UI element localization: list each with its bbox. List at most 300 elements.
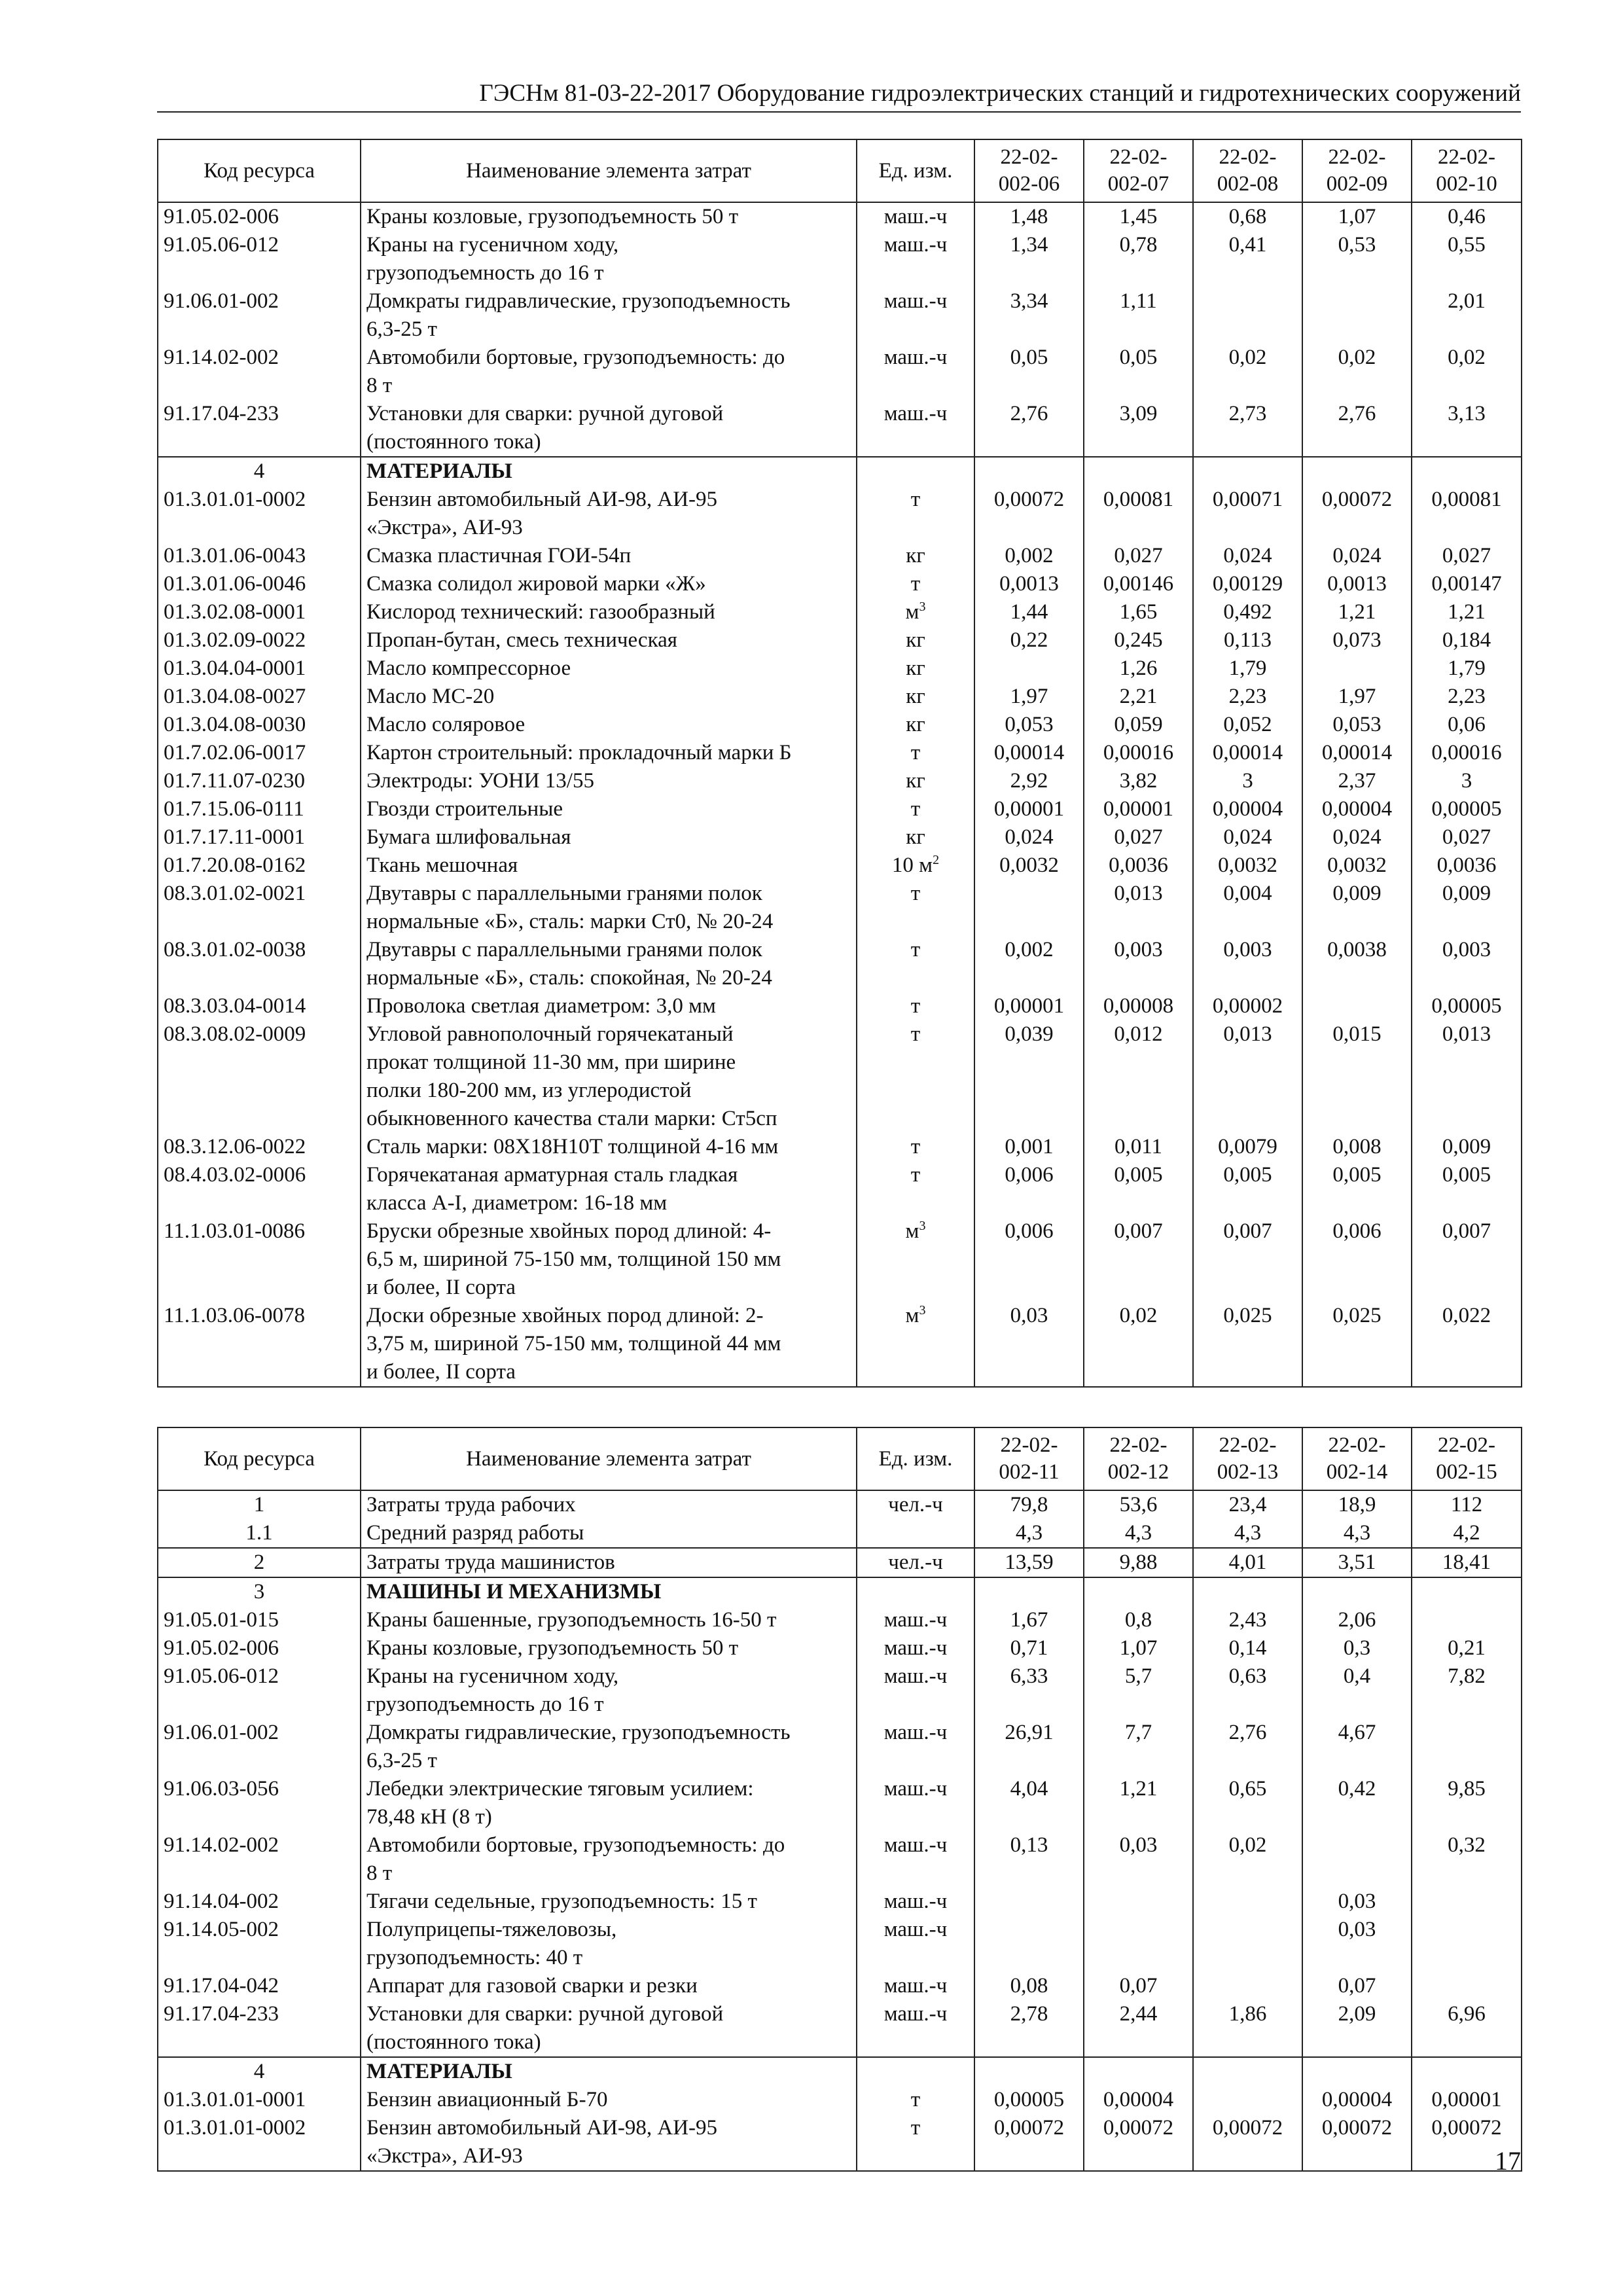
norm-value: 0,024 xyxy=(1193,542,1302,570)
norm-value: 0,0036 xyxy=(1084,852,1193,880)
cost-element-name xyxy=(361,823,857,852)
norm-value: 0,003 xyxy=(1412,936,1522,992)
name-line: Проволока светлая диаметром: 3,0 мм xyxy=(366,994,716,1018)
unit xyxy=(857,992,974,1020)
resource-code: 4 xyxy=(158,457,361,486)
cost-element-name xyxy=(361,992,857,1020)
name-line: Электроды: УОНИ 13/55 xyxy=(366,769,594,793)
norm-value: 0,007 xyxy=(1084,1217,1193,1302)
norm-value: 0,00072 xyxy=(974,2114,1084,2171)
norm-value xyxy=(1302,992,1412,1020)
unit-text: т xyxy=(910,1022,921,1046)
norm-value: 0,022 xyxy=(1412,1302,1522,1387)
norm-value: 0,024 xyxy=(1302,823,1412,852)
cost-element-name xyxy=(361,542,857,570)
name-line: Полуприцепы-тяжеловозы, xyxy=(366,1918,617,1941)
norm-value: 0,13 xyxy=(974,1831,1084,1888)
norm-value: 0,8 xyxy=(1084,1606,1193,1634)
norm-value: 4,3 xyxy=(974,1519,1084,1548)
norm-value: 0,039 xyxy=(974,1020,1084,1133)
unit xyxy=(857,1775,974,1831)
name-line: Краны на гусеничном ходу, xyxy=(366,233,619,257)
name-line: Бруски обрезные хвойных пород длиной: 4- xyxy=(366,1219,772,1243)
norm-value: 0,001 xyxy=(974,1133,1084,1161)
resource-code: 01.3.02.09-0022 xyxy=(158,626,361,655)
name-line: Краны козловые, грузоподъемность 50 т xyxy=(366,1636,739,1660)
name-line: Ткань мешочная xyxy=(366,853,518,877)
unit xyxy=(857,795,974,823)
resource-code: 91.17.04-233 xyxy=(158,2000,361,2057)
name-line: Бумага шлифовальная xyxy=(366,825,571,849)
norm-value: 1,07 xyxy=(1084,1634,1193,1662)
name-line: Масло компрессорное xyxy=(366,656,571,680)
name-line: и более, II сорта xyxy=(366,1276,516,1299)
norm-value: 112 xyxy=(1412,1490,1522,1519)
table-row xyxy=(158,598,1522,626)
table-row xyxy=(158,2057,1522,2086)
norm-value: 0,78 xyxy=(1084,231,1193,287)
resource-code: 01.3.01.01-0001 xyxy=(158,2086,361,2114)
resource-code: 3 xyxy=(158,1577,361,1606)
unit-text: м xyxy=(905,600,919,624)
unit-exponent: 3 xyxy=(919,600,926,614)
table-row xyxy=(158,400,1522,457)
unit xyxy=(857,626,974,655)
table-row xyxy=(158,1519,1522,1548)
col-header-job: 22-02- 002-12 xyxy=(1084,1427,1193,1490)
col-header-code: Код ресурса xyxy=(158,139,361,202)
unit xyxy=(857,1133,974,1161)
norm-value: 0,14 xyxy=(1193,1634,1302,1662)
name-line: Масло МС-20 xyxy=(366,685,495,708)
unit xyxy=(857,880,974,936)
cost-element-name xyxy=(361,626,857,655)
norm-value: 1,26 xyxy=(1084,655,1193,683)
name-line: Сталь марки: 08Х18Н10Т толщиной 4-16 мм xyxy=(366,1135,779,1158)
resource-code: 91.06.01-002 xyxy=(158,1719,361,1775)
cost-element-name xyxy=(361,1548,857,1577)
norm-value: 0,005 xyxy=(1084,1161,1193,1217)
resource-code: 91.14.02-002 xyxy=(158,344,361,400)
unit xyxy=(857,1490,974,1519)
norm-value: 0,00016 xyxy=(1412,739,1522,767)
cost-element-name xyxy=(361,1133,857,1161)
norm-value: 0,003 xyxy=(1084,936,1193,992)
norm-value: 0,053 xyxy=(974,711,1084,739)
norm-value xyxy=(1193,457,1302,486)
resource-code: 91.05.06-012 xyxy=(158,1662,361,1719)
norm-value: 0,02 xyxy=(1084,1302,1193,1387)
resource-code: 01.3.02.08-0001 xyxy=(158,598,361,626)
unit-text: маш.-ч xyxy=(883,402,948,425)
norm-value: 6,96 xyxy=(1412,2000,1522,2057)
norm-value: 0,00081 xyxy=(1412,486,1522,542)
unit xyxy=(857,1606,974,1634)
norm-value: 2,06 xyxy=(1302,1606,1412,1634)
unit-text: чел.-ч xyxy=(888,1493,943,1516)
norm-value: 0,006 xyxy=(974,1217,1084,1302)
col-header-job: 22-02- 002-06 xyxy=(974,139,1084,202)
norm-value: 2,73 xyxy=(1193,400,1302,457)
norm-value: 0,013 xyxy=(1193,1020,1302,1133)
norm-value: 0,027 xyxy=(1084,823,1193,852)
norm-value: 7,82 xyxy=(1412,1662,1522,1719)
unit-exponent: 3 xyxy=(919,1303,926,1318)
norm-value: 0,003 xyxy=(1193,936,1302,992)
norm-value xyxy=(974,655,1084,683)
norm-value: 0,07 xyxy=(1302,1972,1412,2000)
unit-text: кг xyxy=(906,656,925,680)
norm-value: 2,43 xyxy=(1193,1606,1302,1634)
name-line: 6,5 м, шириной 75-150 мм, толщиной 150 мм xyxy=(366,1247,781,1271)
norm-value: 9,85 xyxy=(1412,1775,1522,1831)
unit xyxy=(857,852,974,880)
resource-code: 01.7.20.08-0162 xyxy=(158,852,361,880)
norm-value: 0,02 xyxy=(1302,344,1412,400)
norm-value: 0,02 xyxy=(1412,344,1522,400)
cost-element-name xyxy=(361,1577,857,1606)
norm-value xyxy=(1084,1577,1193,1606)
unit-text: т xyxy=(910,2088,921,2111)
unit-text: т xyxy=(910,938,921,961)
table-body xyxy=(158,202,1522,1387)
norm-value: 0,007 xyxy=(1412,1217,1522,1302)
name-line: Домкраты гидравлические, грузоподъемность xyxy=(366,289,791,313)
resource-code: 91.05.01-015 xyxy=(158,1606,361,1634)
norm-value: 0,007 xyxy=(1193,1217,1302,1302)
unit-text: маш.-ч xyxy=(883,1608,948,1632)
unit-text: т xyxy=(910,1163,921,1187)
name-line: Автомобили бортовые, грузоподъемность: до xyxy=(366,346,785,369)
norm-value xyxy=(1084,1888,1193,1916)
cost-element-name xyxy=(361,852,857,880)
cost-element-name xyxy=(361,1490,857,1519)
norm-value: 0,00072 xyxy=(1302,2114,1412,2171)
cost-element-name xyxy=(361,795,857,823)
unit-text: т xyxy=(910,2116,921,2140)
norm-value xyxy=(1302,655,1412,683)
name-line: 8 т xyxy=(366,1861,393,1885)
norm-value: 2,23 xyxy=(1412,683,1522,711)
norm-value xyxy=(1193,1972,1302,2000)
norm-value: 0,41 xyxy=(1193,231,1302,287)
norm-value: 0,00005 xyxy=(1412,795,1522,823)
name-line: 8 т xyxy=(366,374,393,397)
col-header-job: 22-02- 002-11 xyxy=(974,1427,1084,1490)
resource-code: 01.3.04.08-0030 xyxy=(158,711,361,739)
norm-value: 1,21 xyxy=(1412,598,1522,626)
unit xyxy=(857,1972,974,2000)
norm-value: 2,37 xyxy=(1302,767,1412,795)
resource-code: 01.7.02.06-0017 xyxy=(158,739,361,767)
norm-value xyxy=(1412,1972,1522,2000)
norm-value: 2,09 xyxy=(1302,2000,1412,2057)
name-line: Краны на гусеничном ходу, xyxy=(366,1664,619,1688)
name-line: грузоподъемность: 40 т xyxy=(366,1946,583,1969)
norm-value xyxy=(974,2057,1084,2086)
norm-value: 3 xyxy=(1193,767,1302,795)
table-row xyxy=(158,823,1522,852)
resource-code: 01.3.01.06-0043 xyxy=(158,542,361,570)
name-line: Смазка пластичная ГОИ-54п xyxy=(366,544,632,567)
norm-value: 0,00072 xyxy=(974,486,1084,542)
unit xyxy=(857,2086,974,2114)
col-header-name: Наименование элемента затрат xyxy=(361,1427,857,1490)
resource-code: 1 xyxy=(158,1490,361,1519)
norm-value: 0,0032 xyxy=(974,852,1084,880)
norm-value: 0,006 xyxy=(1302,1217,1412,1302)
norm-value xyxy=(1302,1831,1412,1888)
resource-code: 01.3.04.04-0001 xyxy=(158,655,361,683)
col-header-job: 22-02- 002-14 xyxy=(1302,1427,1412,1490)
norm-value xyxy=(1412,1606,1522,1634)
name-line: 6,3-25 т xyxy=(366,1749,437,1772)
norm-value: 3,13 xyxy=(1412,400,1522,457)
resource-code: 01.7.15.06-0111 xyxy=(158,795,361,823)
unit-text: маш.-ч xyxy=(883,1721,948,1744)
norm-value xyxy=(974,457,1084,486)
unit-text: маш.-ч xyxy=(883,1777,948,1801)
norm-value: 0,0013 xyxy=(974,570,1084,598)
resource-code: 08.3.01.02-0038 xyxy=(158,936,361,992)
unit-text: маш.-ч xyxy=(883,1974,948,1998)
norm-value: 9,88 xyxy=(1084,1548,1193,1577)
norm-value: 0,245 xyxy=(1084,626,1193,655)
unit xyxy=(857,739,974,767)
cost-element-name xyxy=(361,2086,857,2114)
cost-element-name xyxy=(361,1217,857,1302)
unit xyxy=(857,400,974,457)
cost-element-name xyxy=(361,1020,857,1133)
unit xyxy=(857,1302,974,1387)
norm-value: 26,91 xyxy=(974,1719,1084,1775)
norm-value xyxy=(974,1888,1084,1916)
norm-value: 0,00005 xyxy=(974,2086,1084,2114)
unit xyxy=(857,344,974,400)
unit-text: маш.-ч xyxy=(883,233,948,257)
name-line: Домкраты гидравлические, грузоподъемность xyxy=(366,1721,791,1744)
norm-value: 0,004 xyxy=(1193,880,1302,936)
cost-element-name xyxy=(361,1831,857,1888)
resource-code: 91.05.02-006 xyxy=(158,202,361,231)
table-row xyxy=(158,2086,1522,2114)
resource-code: 01.3.01.01-0002 xyxy=(158,2114,361,2171)
norm-value: 4,3 xyxy=(1084,1519,1193,1548)
name-line: Смазка солидол жировой марки «Ж» xyxy=(366,572,706,596)
resource-code: 08.3.12.06-0022 xyxy=(158,1133,361,1161)
name-line: Краны башенные, грузоподъемность 16-50 т xyxy=(366,1608,777,1632)
norm-value: 0,00081 xyxy=(1084,486,1193,542)
table-row xyxy=(158,344,1522,400)
norm-value xyxy=(974,1577,1084,1606)
table-row xyxy=(158,1133,1522,1161)
name-line: «Экстра», АИ-93 xyxy=(366,516,523,539)
norm-value: 1,86 xyxy=(1193,2000,1302,2057)
name-line: нормальные «Б», сталь: марки Ст0, № 20-24 xyxy=(366,910,774,933)
norm-value: 0,009 xyxy=(1302,880,1412,936)
norm-value: 0,053 xyxy=(1302,711,1412,739)
resource-code: 91.05.02-006 xyxy=(158,1634,361,1662)
norm-value: 3,82 xyxy=(1084,767,1193,795)
norm-value: 18,9 xyxy=(1302,1490,1412,1519)
norm-value: 0,4 xyxy=(1302,1662,1412,1719)
cost-element-name xyxy=(361,1719,857,1775)
cost-element-name xyxy=(361,1302,857,1387)
norm-value xyxy=(1302,287,1412,344)
norm-value: 1,21 xyxy=(1302,598,1412,626)
norm-value: 0,68 xyxy=(1193,202,1302,231)
col-header-job: 22-02- 002-15 xyxy=(1412,1427,1522,1490)
unit-text: м xyxy=(905,1304,919,1327)
norm-value xyxy=(1193,2057,1302,2086)
unit xyxy=(857,542,974,570)
norm-value: 0,025 xyxy=(1302,1302,1412,1387)
norm-value: 2,23 xyxy=(1193,683,1302,711)
norm-value: 0,0013 xyxy=(1302,570,1412,598)
table-row xyxy=(158,457,1522,486)
norm-value: 0,00146 xyxy=(1084,570,1193,598)
norm-value: 0,024 xyxy=(974,823,1084,852)
name-line: 6,3-25 т xyxy=(366,317,437,341)
norm-value: 4,67 xyxy=(1302,1719,1412,1775)
norm-value: 0,0032 xyxy=(1193,852,1302,880)
unit-text: маш.-ч xyxy=(883,1833,948,1857)
unit xyxy=(857,457,974,486)
unit-text: маш.-ч xyxy=(883,289,948,313)
norm-value: 0,015 xyxy=(1302,1020,1412,1133)
norm-value: 1,97 xyxy=(1302,683,1412,711)
norm-value xyxy=(1193,1577,1302,1606)
norm-value xyxy=(1302,2057,1412,2086)
document-title: ГЭСНм 81-03-22-2017 Оборудование гидроэлектрических станций и гидротехнических сооружений xyxy=(479,80,1521,107)
table-row xyxy=(158,739,1522,767)
resource-code: 2 xyxy=(158,1548,361,1577)
norm-value: 2,92 xyxy=(974,767,1084,795)
cost-element-name xyxy=(361,739,857,767)
cost-element-name xyxy=(361,2114,857,2171)
norm-value: 0,00072 xyxy=(1193,2114,1302,2171)
resource-code: 11.1.03.01-0086 xyxy=(158,1217,361,1302)
unit xyxy=(857,1548,974,1577)
table-row xyxy=(158,1972,1522,2000)
table-row xyxy=(158,570,1522,598)
norm-value: 0,492 xyxy=(1193,598,1302,626)
norm-value: 0,46 xyxy=(1412,202,1522,231)
cost-element-name xyxy=(361,1888,857,1916)
norm-value: 0,05 xyxy=(1084,344,1193,400)
table-row xyxy=(158,1888,1522,1916)
unit xyxy=(857,655,974,683)
table-row xyxy=(158,1548,1522,1577)
norm-value: 1,11 xyxy=(1084,287,1193,344)
norm-value: 0,184 xyxy=(1412,626,1522,655)
unit-text: т xyxy=(910,797,921,821)
resource-code: 01.3.04.08-0027 xyxy=(158,683,361,711)
norm-value: 0,65 xyxy=(1193,1775,1302,1831)
norm-value: 0,03 xyxy=(1302,1916,1412,1972)
resource-code: 91.05.06-012 xyxy=(158,231,361,287)
norm-value: 1,79 xyxy=(1193,655,1302,683)
cost-element-name xyxy=(361,880,857,936)
norm-value xyxy=(1302,1577,1412,1606)
unit-text: маш.-ч xyxy=(883,2002,948,2026)
unit xyxy=(857,231,974,287)
name-line: класса А-I, диаметром: 16-18 мм xyxy=(366,1191,668,1215)
cost-element-name xyxy=(361,1161,857,1217)
col-header-job: 22-02- 002-09 xyxy=(1302,139,1412,202)
unit xyxy=(857,570,974,598)
name-line: (постоянного тока) xyxy=(366,430,541,454)
table-row xyxy=(158,992,1522,1020)
resource-code: 91.14.02-002 xyxy=(158,1831,361,1888)
unit-text: т xyxy=(910,882,921,905)
unit-text: кг xyxy=(906,713,925,736)
cost-element-name xyxy=(361,655,857,683)
unit xyxy=(857,823,974,852)
norm-value: 2,01 xyxy=(1412,287,1522,344)
norm-value: 0,42 xyxy=(1302,1775,1412,1831)
table-row xyxy=(158,1606,1522,1634)
norm-value xyxy=(1084,1916,1193,1972)
name-line: Пропан-бутан, смесь техническая xyxy=(366,628,677,652)
norm-value: 1,34 xyxy=(974,231,1084,287)
norm-value: 0,00001 xyxy=(1084,795,1193,823)
norm-value: 0,013 xyxy=(1084,880,1193,936)
norm-value: 0,027 xyxy=(1412,823,1522,852)
unit xyxy=(857,1719,974,1775)
norm-value: 1,97 xyxy=(974,683,1084,711)
cost-element-name xyxy=(361,1775,857,1831)
name-line: Угловой равнополочный горячекатаный xyxy=(366,1022,734,1046)
norm-value: 0,005 xyxy=(1302,1161,1412,1217)
cost-element-name xyxy=(361,344,857,400)
unit xyxy=(857,936,974,992)
norm-value: 0,005 xyxy=(1193,1161,1302,1217)
norm-value: 0,03 xyxy=(1302,1888,1412,1916)
unit xyxy=(857,711,974,739)
unit xyxy=(857,2114,974,2171)
name-line: Масло соляровое xyxy=(366,713,526,736)
norm-value: 1,65 xyxy=(1084,598,1193,626)
norm-value: 0,00072 xyxy=(1412,2114,1522,2171)
cost-element-name xyxy=(361,1972,857,2000)
table-row xyxy=(158,1302,1522,1387)
norm-value: 0,00014 xyxy=(1193,739,1302,767)
norm-value: 4,2 xyxy=(1412,1519,1522,1548)
norm-value: 0,00016 xyxy=(1084,739,1193,767)
table-row xyxy=(158,936,1522,992)
col-header-unit: Ед. изм. xyxy=(857,139,974,202)
norm-value: 1,67 xyxy=(974,1606,1084,1634)
resource-code: 08.3.08.02-0009 xyxy=(158,1020,361,1133)
resource-code: 91.17.04-042 xyxy=(158,1972,361,2000)
norm-value: 0,00071 xyxy=(1193,486,1302,542)
norm-value xyxy=(974,880,1084,936)
table-row xyxy=(158,2114,1522,2171)
table-row xyxy=(158,711,1522,739)
table-row xyxy=(158,1490,1522,1519)
norm-value: 0,03 xyxy=(1084,1831,1193,1888)
cost-element-name xyxy=(361,2000,857,2057)
norm-value: 3 xyxy=(1412,767,1522,795)
unit xyxy=(857,202,974,231)
norm-value xyxy=(1084,457,1193,486)
norm-value: 4,04 xyxy=(974,1775,1084,1831)
unit-text: т xyxy=(910,1135,921,1158)
cost-element-name xyxy=(361,231,857,287)
unit-text: маш.-ч xyxy=(883,205,948,228)
unit-text: маш.-ч xyxy=(883,1664,948,1688)
